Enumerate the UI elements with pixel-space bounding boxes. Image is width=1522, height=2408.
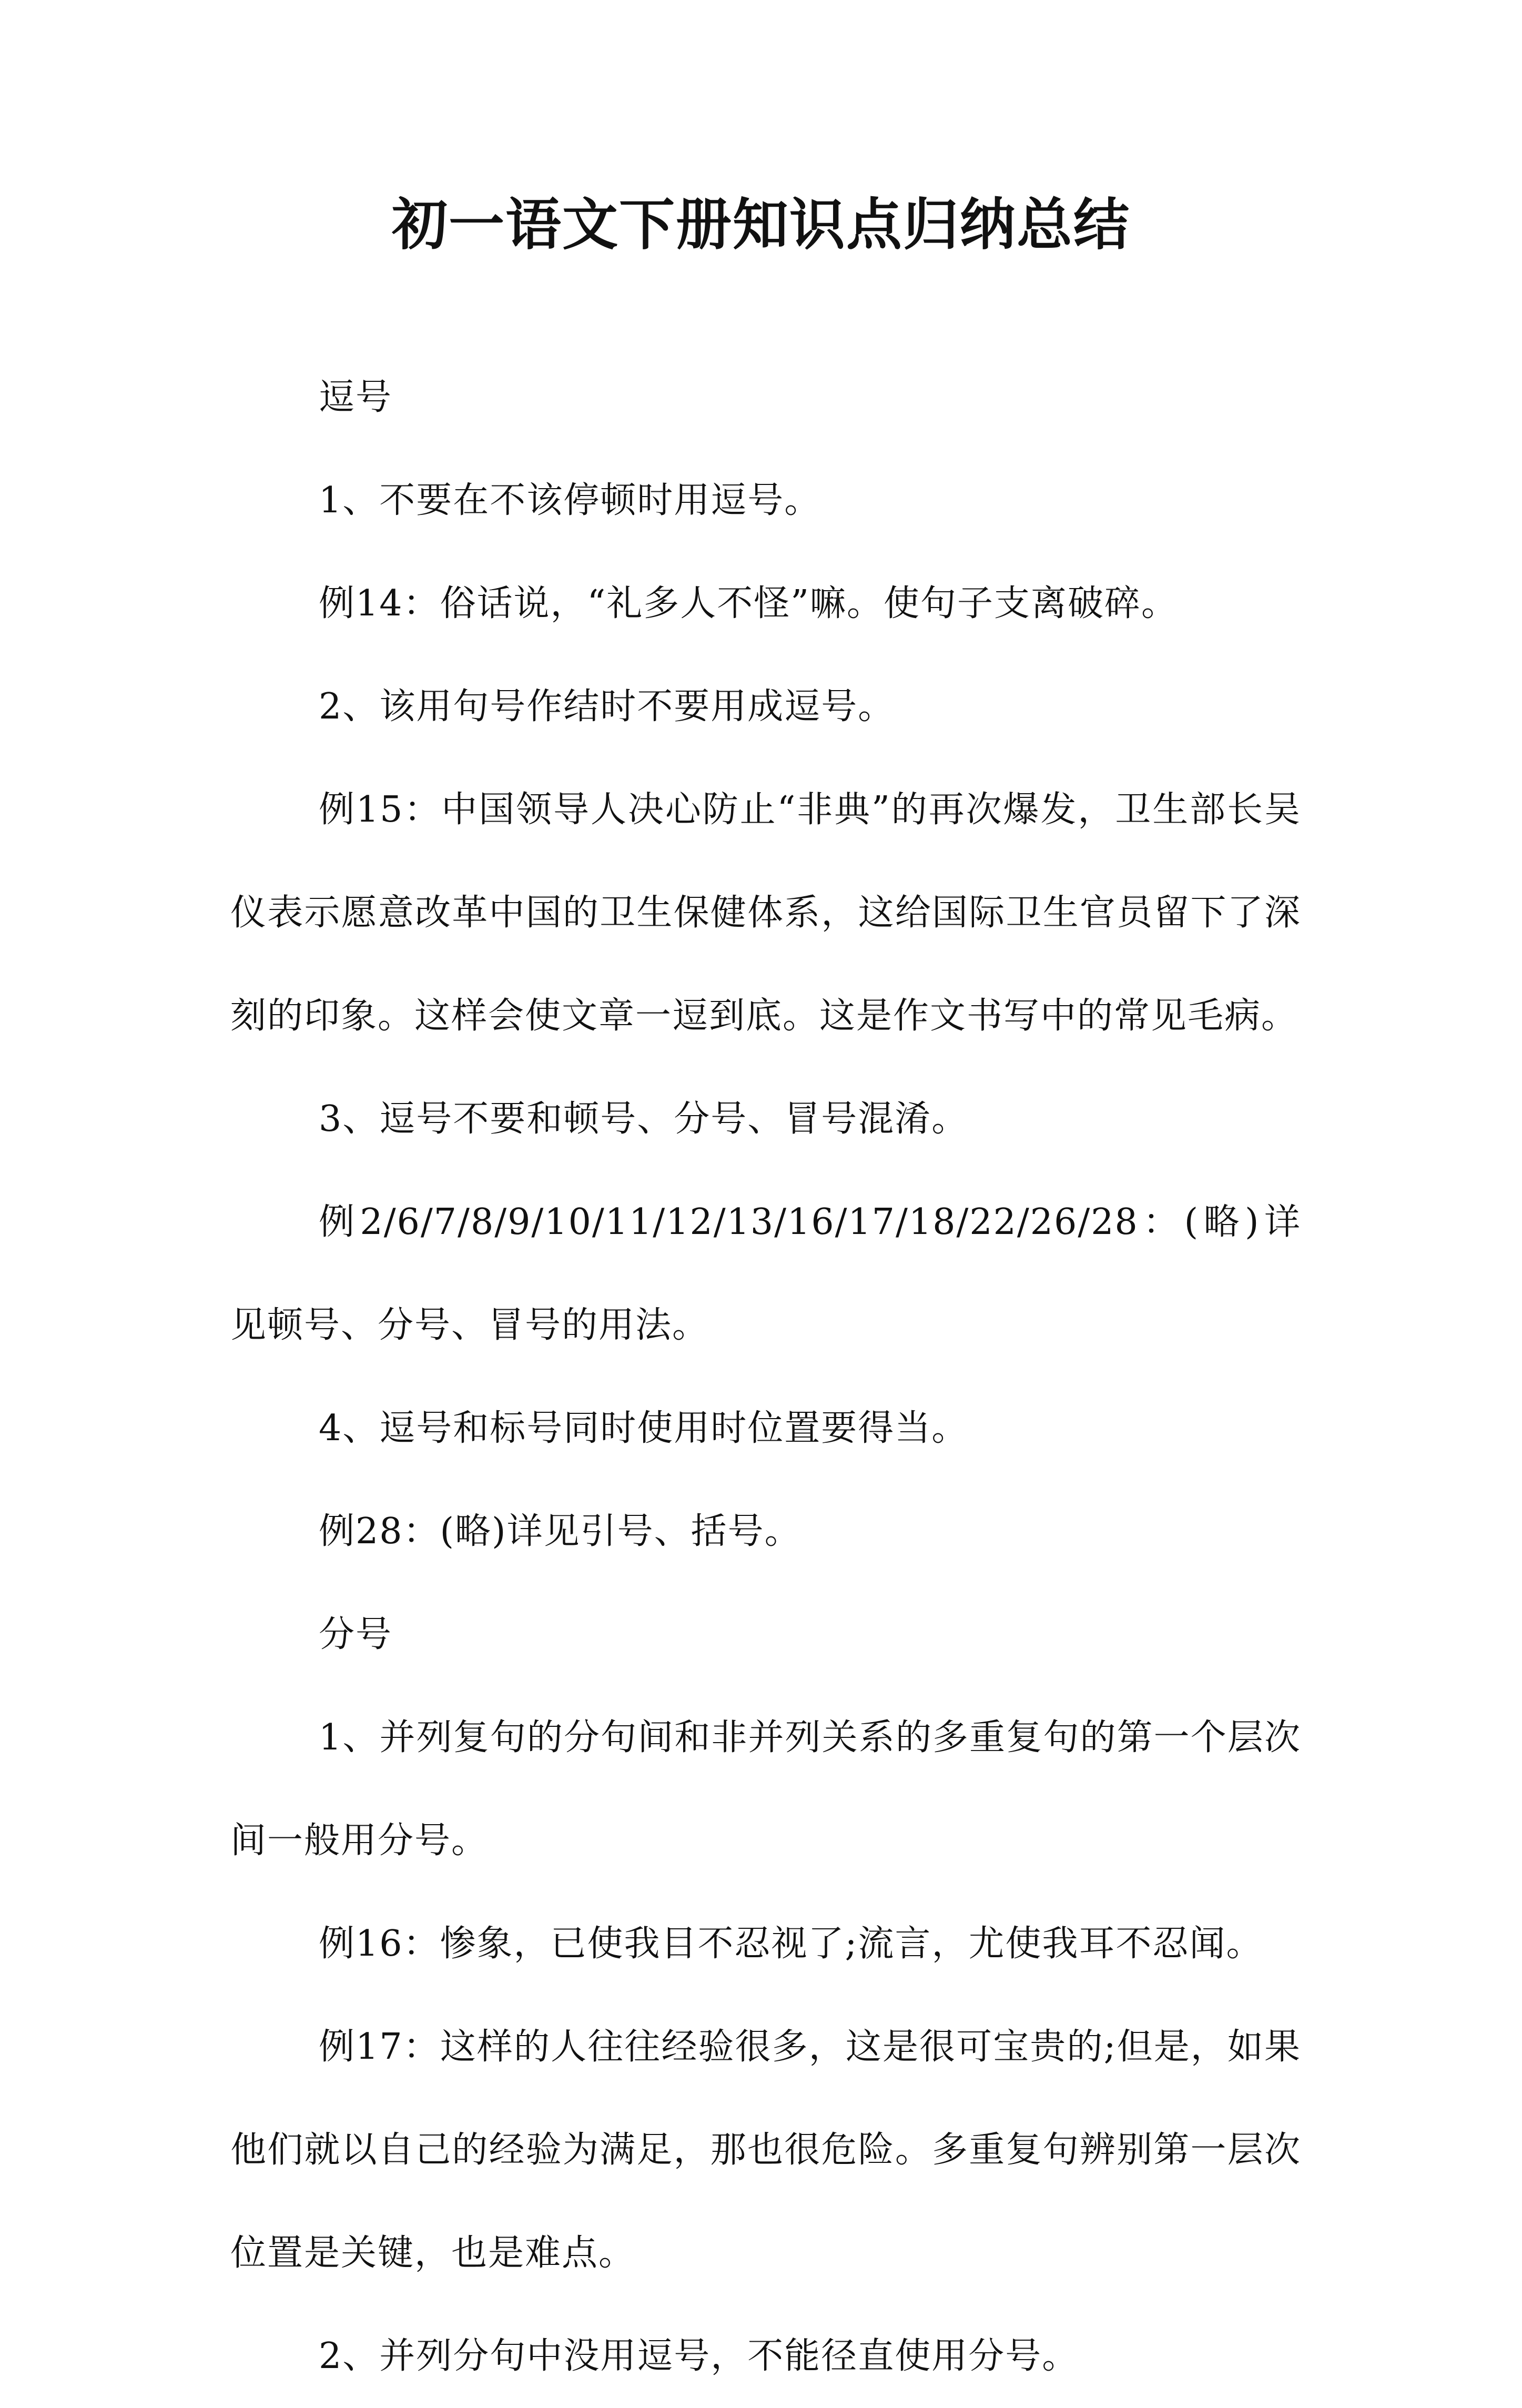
section-heading-semicolon: 分号 <box>319 1614 393 1655</box>
paragraph: 1、并列复句的分句间和非并列关系的多重复句的第一个层次间一般用分号。 <box>230 1717 1301 1861</box>
paragraph: 例28：(略)详见引号、括号。 <box>319 1511 801 1552</box>
paragraph: 4、逗号和标号同时使用时位置要得当。 <box>319 1408 969 1449</box>
paragraph: 例15：中国领导人决心防止“非典”的再次爆发，卫生部长吴仪表示愿意改革中国的卫生保健体系，这给国际卫生官员留下了深刻的印象。这样会使文章一逗到底。这是作文书写中的常见毛病。 <box>230 789 1301 1037</box>
section-heading-comma: 逗号 <box>319 377 393 418</box>
paragraph: 例16：惨象，已使我目不忍视了;流言，尤使我耳不忍闻。 <box>319 1923 1263 1965</box>
paragraph: 1、不要在不该停顿时用逗号。 <box>319 480 821 521</box>
paragraph: 例17：这样的人往往经验很多，这是很可宝贵的;但是，如果他们就以自己的经验为满足，那也很危险。多重复句辨别第一层次位置是关键，也是难点。 <box>230 2026 1301 2274</box>
paragraph: 2、该用句号作结时不要用成逗号。 <box>319 686 895 727</box>
paragraph: 例2/6/7/8/9/10/11/12/13/16/17/18/22/26/28：(略)详见顿号、分号、冒号的用法。 <box>230 1201 1301 1346</box>
paragraph: 例14：俗话说，“礼多人不怪”嘛。使句子支离破碎。 <box>319 583 1179 624</box>
document-title: 初一语文下册知识点归纳总结 <box>392 191 1130 257</box>
document-body <box>230 346 1301 2408</box>
paragraph: 2、并列分句中没用逗号，不能径直使用分号。 <box>319 2335 1079 2377</box>
paragraph: 3、逗号不要和顿号、分号、冒号混淆。 <box>319 1098 969 1140</box>
